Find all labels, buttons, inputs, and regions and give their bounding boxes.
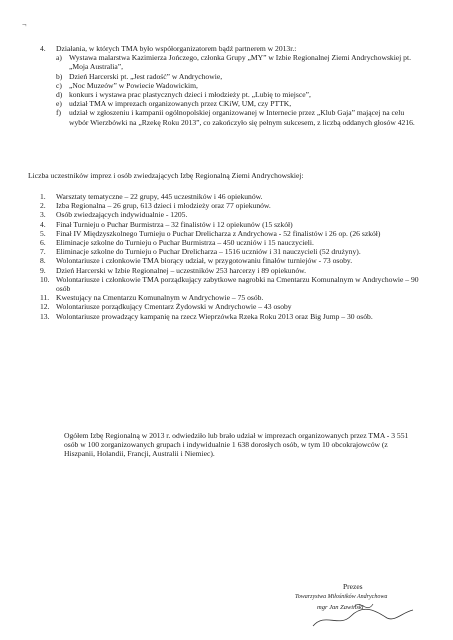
item-text: Wystawa malarstwa Kazimierza Jończego, członka Grupy „MY” w Izbie Regionalnej Ziemi Andrychowskiej pt. „Moja Australia”, — [69, 53, 411, 72]
corner-mark: ¬ — [22, 20, 27, 29]
item-number: 1. — [40, 192, 46, 201]
item-letter: b) — [56, 71, 63, 81]
item-text: Dzień Harcerski w Izbie Regionalnej – uczestników 253 harcerzy i 89 opiekunów. — [56, 265, 307, 275]
item-letter: c) — [56, 80, 62, 90]
list-item — [40, 90, 420, 99]
list-item — [40, 238, 420, 247]
item-number: 3. — [40, 210, 46, 220]
item-letter: f) — [56, 108, 62, 118]
item-text: Eliminacje szkolne do Turnieju o Puchar Drelicharza – 1516 uczniów i 31 nauczycieli (52 drużyny). — [56, 247, 361, 257]
list-item — [40, 293, 420, 302]
item-number: 13. — [40, 311, 50, 321]
item-number: 8. — [40, 256, 46, 266]
section-4-title: Działania, w których TMA było współorganizatorem bądź partnerem w 2013r.: — [56, 44, 297, 53]
list-item — [40, 81, 420, 90]
summary-paragraph: Ogółem Izbę Regionalną w 2013 r. odwiedziło lub brało udział w imprezach organizowanych przez TMA - 3 551 osób w 100 zorganizowanych grupach i indywidualnie 1 638 dorosłych osób, w tym 10 obcokrajowców (z Hiszpanii, Holandii, Francji, Australii i Niemiec). — [64, 431, 409, 459]
item-text: Izba Regionalna – 26 grup, 613 dzieci i młodzieży oraz 77 opiekunów. — [56, 201, 271, 211]
list-item — [40, 99, 420, 108]
item-text: Warsztaty tematyczne – 22 grupy, 445 uczestników i 46 opiekunów. — [56, 192, 263, 201]
item-text: „Noc Muzeów” w Powiecie Wadowickim, — [69, 80, 198, 90]
item-text: Wolontariusze i członkowie TMA porządkujący zabytkowe nagrobki na Cmentarzu Komunalnym w Andrychowie – 90 osób — [56, 274, 419, 294]
item-number: 9. — [40, 265, 46, 275]
item-text: Wolontariusze prowadzący kampanię na rzecz Wieprzówka Rzeka Roku 2013 oraz Big Jump – 30 osób. — [56, 311, 373, 321]
participants-list — [40, 192, 420, 321]
list-item — [40, 229, 420, 238]
signature-stamp — [295, 582, 425, 632]
signature-title: Prezes — [343, 582, 363, 591]
item-text: udział w zgłoszeniu i kampanii ogólnopolskiej organizowanej w Internecie przez „Klub Gaja” mającej na celu wybór Wierzbówki na „Rzekę Roku 2013”, co zakończyło się pełnym sukcesem, z liczbą oddanych głosów 4216. — [69, 108, 415, 127]
section-4-number: 4. — [40, 44, 46, 53]
item-letter: a) — [56, 53, 62, 63]
section-4-heading — [40, 44, 420, 53]
item-number: 2. — [40, 201, 46, 211]
item-number: 6. — [40, 238, 46, 248]
list-item — [40, 201, 420, 210]
item-text: udział TMA w imprezach organizowanych przez CKiW, UM, czy PTTK, — [69, 99, 292, 109]
list-item — [40, 256, 420, 265]
item-text: Wolontariusze porządkujący Cmentarz Żydowski w Andrychowie – 43 osoby — [56, 302, 292, 312]
item-text: Eliminacje szkolne do Turnieju o Puchar Burmistrza – 450 uczniów i 15 nauczycieli. — [56, 238, 314, 248]
item-number: 12. — [40, 302, 50, 312]
item-number: 7. — [40, 247, 46, 257]
participants-intro: Liczba uczestników imprez i osób zwiedzających Izbę Regionalną Ziemi Andrychowskiej: — [28, 171, 304, 180]
item-text: Dzień Harcerski pt. „Jest radość” w Andrychowie, — [69, 71, 223, 81]
item-number: 10. — [40, 274, 50, 284]
item-text: Osób zwiedzających indywidualnie - 1205. — [56, 210, 188, 220]
list-item — [40, 192, 420, 201]
item-text: Wolontariusze i członkowie TMA biorący udział, w przygotowaniu finałów turniejów - 73 osoby. — [56, 256, 353, 266]
list-item — [40, 266, 420, 275]
list-item — [40, 220, 420, 229]
signature-org: Towarzystwa Miłośników Andrychowa — [295, 594, 388, 600]
list-item — [40, 53, 420, 71]
list-item — [40, 302, 420, 311]
item-number: 11. — [40, 293, 50, 303]
list-item — [40, 247, 420, 256]
list-item — [40, 210, 420, 219]
item-number: 4. — [40, 219, 46, 229]
list-item — [40, 275, 420, 293]
list-item — [40, 108, 420, 126]
list-item — [40, 72, 420, 81]
item-number: 5. — [40, 228, 46, 238]
list-item — [40, 312, 420, 321]
item-letter: e) — [56, 99, 62, 109]
section-4 — [40, 44, 420, 127]
signature-name: mgr Jan Zawiński — [317, 604, 364, 611]
item-text: konkurs i wystawa prac plastycznych dzieci i młodzieży pt. „Lubię to miejsce”, — [69, 90, 311, 100]
item-text: Finał Turnieju o Puchar Burmistrza – 32 finalistów i 12 opiekunów (15 szkół) — [56, 219, 293, 229]
item-text: Kwestujący na Cmentarzu Komunalnym w Andrychowie – 75 osób. — [56, 293, 264, 303]
item-text: Finał IV Międzyszkolnego Turnieju o Puchar Drelicharza z Andrychowa - 52 finalistów i 26 op. (26 szkół) — [56, 228, 381, 238]
item-letter: d) — [56, 90, 63, 100]
